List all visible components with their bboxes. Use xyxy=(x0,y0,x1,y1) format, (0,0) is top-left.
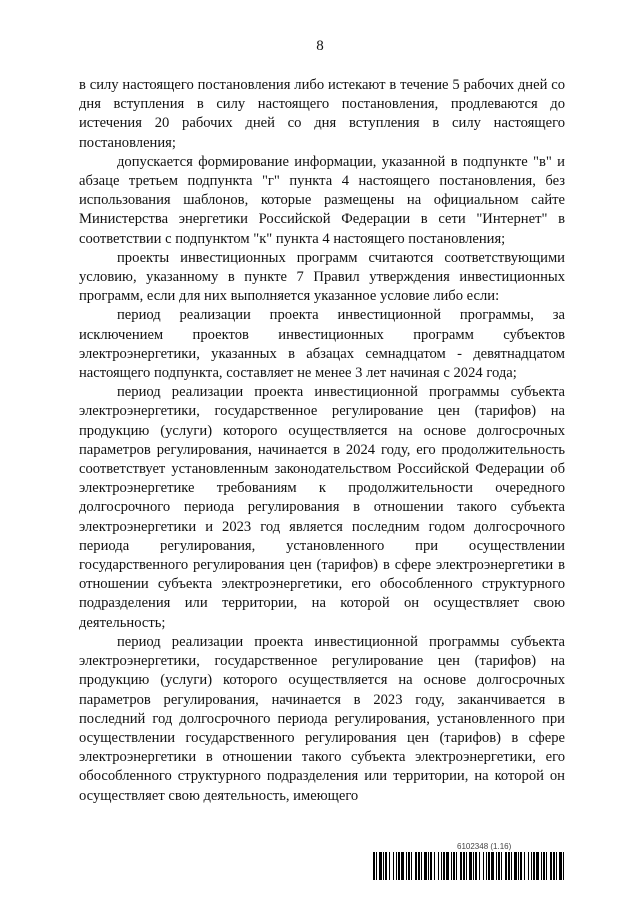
document-code: 6102348 (1.16) xyxy=(457,842,512,851)
paragraph-6: период реализации проекта инвестиционной программы субъекта электроэнергетики, государственное регулирование цен (тарифов) на продукцию (услуги) которого осуществляется на основе долгосрочных параметров регулирования, начинается в 2023 году, заканчивается в последний год долгосрочного периода регулирования, установленного при осуществлении государственного регулирования цен (тарифов) в сфере электроэнергетики в отношении такого субъекта электроэнергетики, его обособленного структурного подразделения или территории, на которой он осуществляет свою деятельность, имеющего xyxy=(79,633,565,804)
barcode xyxy=(373,852,565,880)
paragraph-1: в силу настоящего постановления либо истекают в течение 5 рабочих дней со дня вступления в силу настоящего постановления, продлеваются до истечения 20 рабочих дней со дня вступления в силу настоящего постановления; xyxy=(79,77,565,151)
page-number: 8 xyxy=(316,38,324,54)
body-text xyxy=(79,76,565,806)
paragraph-5: период реализации проекта инвестиционной программы субъекта электроэнергетики, государственное регулирование цен (тарифов) на продукцию (услуги) которого осуществляется на основе долгосрочных параметров регулирования, начинается в 2024 году, его продолжительность соответствует установленным законодательством Российской Федерации об электроэнергетике требованиям к продолжительности очередного долгосрочного периода регулирования в отношении такого субъекта электроэнергетики и 2023 год является последним годом долгосрочного периода регулирования, установленного при осуществлении государственного регулирования цен (тарифов) в сфере электроэнергетики в отношении субъекта электроэнергетики, его обособленного структурного подразделения или территории, на которой он осуществляет свою деятельность; xyxy=(79,384,565,631)
paragraph-4: период реализации проекта инвестиционной программы, за исключением проектов инвестиционных программ субъектов электроэнергетики, указанных в абзацах семнадцатом - девятнадцатом настоящего подпункта, составляет не менее 3 лет начиная с 2024 года; xyxy=(79,307,565,382)
paragraph-2: допускается формирование информации, указанной в подпункте "в" и абзаце третьем подпункта "г" пункта 4 настоящего постановления, без использования шаблонов, которые размещены на официальном сайте Министерства энергетики Российской Федерации в сети "Интернет" в соответствии с подпунктом "к" пункта 4 настоящего постановления; xyxy=(79,153,565,247)
paragraph-3: проекты инвестиционных программ считаются соответствующими условию, указанному в пункте 7 Правил утверждения инвестиционных программ, если для них выполняется указанное условие либо если: xyxy=(79,249,565,305)
